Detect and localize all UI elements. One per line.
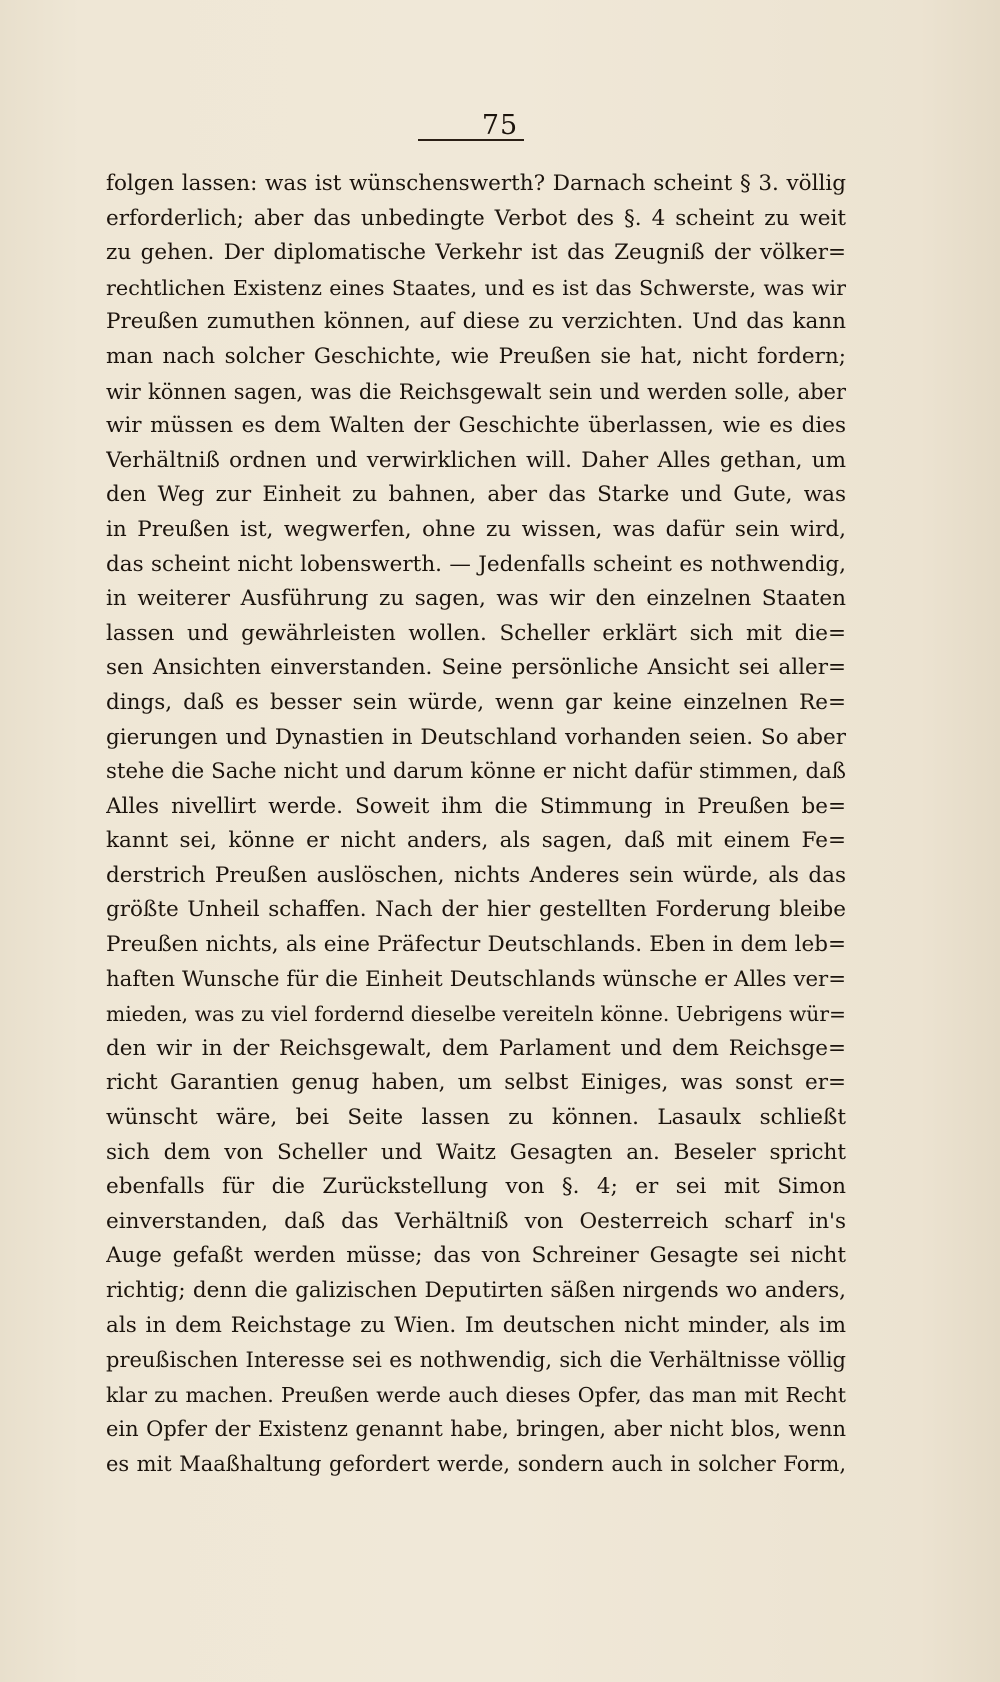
text-line: derstrich Preußen auslöschen, nichts Anderes sein würde, als das bbox=[106, 862, 846, 888]
text-line: preußischen Interesse sei es nothwendig, sich die Verhältnisse völlig bbox=[106, 1348, 846, 1373]
page-number: 75 bbox=[481, 110, 519, 141]
text-line: erforderlich; aber das unbedingte Verbot des §. 4 scheint zu weit bbox=[106, 205, 846, 231]
text-line: es mit Maaßhaltung gefordert werde, sondern auch in solcher Form, bbox=[106, 1451, 846, 1476]
text-line: in Preußen ist, wegwerfen, ohne zu wissen, was dafür sein wird, bbox=[106, 516, 846, 542]
text-line: Verhältniß ordnen und verwirklichen will. Daher Alles gethan, um bbox=[106, 447, 846, 473]
text-line: als in dem Reichstage zu Wien. Im deutschen nicht minder, als im bbox=[106, 1312, 846, 1338]
text-line: gierungen und Dynastien in Deutschland vorhanden seien. So aber bbox=[106, 724, 846, 750]
text-line: klar zu machen. Preußen werde auch dieses Opfer, das man mit Recht bbox=[106, 1382, 846, 1407]
text-line: rechtlichen Existenz eines Staates, und es ist das Schwerste, was wir bbox=[106, 275, 846, 300]
text-line: Alles nivellirt werde. Soweit ihm die Stimmung in Preußen be= bbox=[106, 793, 846, 819]
text-line: sen Ansichten einverstanden. Seine persönliche Ansicht sei aller= bbox=[106, 655, 846, 681]
text-line: wir können sagen, was die Reichsgewalt sein und werden solle, aber bbox=[106, 379, 846, 404]
text-line: in weiterer Ausführung zu sagen, was wir den einzelnen Staaten bbox=[106, 586, 846, 612]
body-text bbox=[106, 167, 846, 1482]
text-line: haften Wunsche für die Einheit Deutschlands wünsche er Alles ver= bbox=[106, 966, 846, 992]
text-line: richtig; denn die galizischen Deputirten säßen nirgends wo anders, bbox=[106, 1278, 846, 1303]
text-line: dings, daß es besser sein würde, wenn gar keine einzelnen Re= bbox=[106, 689, 846, 715]
text-line: Preußen zumuthen können, auf diese zu verzichten. Und das kann bbox=[106, 309, 846, 335]
text-line: kannt sei, könne er nicht anders, als sagen, daß mit einem Fe= bbox=[106, 828, 846, 854]
text-line: zu gehen. Der diplomatische Verkehr ist das Zeugniß der völker= bbox=[106, 240, 846, 266]
text-line: den Weg zur Einheit zu bahnen, aber das Starke und Gute, was bbox=[106, 482, 846, 508]
text-line: Auge gefaßt werden müsse; das von Schreiner Gesagte sei nicht bbox=[106, 1243, 846, 1269]
text-line: mieden, was zu viel fordernd dieselbe vereiteln könne. Uebrigens wür= bbox=[106, 1002, 846, 1027]
text-line: größte Unheil schaffen. Nach der hier gestellten Forderung bleibe bbox=[106, 897, 846, 923]
text-line: sich dem von Scheller und Waitz Gesagten an. Beseler spricht bbox=[106, 1139, 846, 1165]
text-line: Preußen nichts, als eine Präfectur Deutschlands. Eben in dem leb= bbox=[106, 932, 846, 958]
text-line: einverstanden, daß das Verhältniß von Oesterreich scharf in's bbox=[106, 1208, 846, 1234]
header-rule bbox=[418, 139, 524, 141]
text-line: stehe die Sache nicht und darum könne er nicht dafür stimmen, daß bbox=[106, 759, 846, 785]
text-line: das scheint nicht lobenswerth. — Jedenfalls scheint es nothwendig, bbox=[106, 551, 846, 577]
text-line: lassen und gewährleisten wollen. Scheller erklärt sich mit die= bbox=[106, 620, 846, 646]
text-line: man nach solcher Geschichte, wie Preußen sie hat, nicht fordern; bbox=[106, 343, 846, 369]
text-line: wir müssen es dem Walten der Geschichte überlassen, wie es dies bbox=[106, 413, 846, 439]
text-line: ebenfalls für die Zurückstellung von §. 4; er sei mit Simon bbox=[106, 1174, 846, 1200]
text-line: folgen lassen: was ist wünschenswerth? Darnach scheint § 3. völlig bbox=[106, 171, 846, 196]
text-line: wünscht wäre, bei Seite lassen zu können. Lasaulx schließt bbox=[106, 1105, 846, 1131]
text-line: ein Opfer der Existenz genannt habe, bringen, aber nicht blos, wenn bbox=[106, 1417, 846, 1442]
text-line: richt Garantien genug haben, um selbst Einiges, was sonst er= bbox=[106, 1070, 846, 1096]
text-line: den wir in der Reichsgewalt, dem Parlament und dem Reichsge= bbox=[106, 1035, 846, 1061]
